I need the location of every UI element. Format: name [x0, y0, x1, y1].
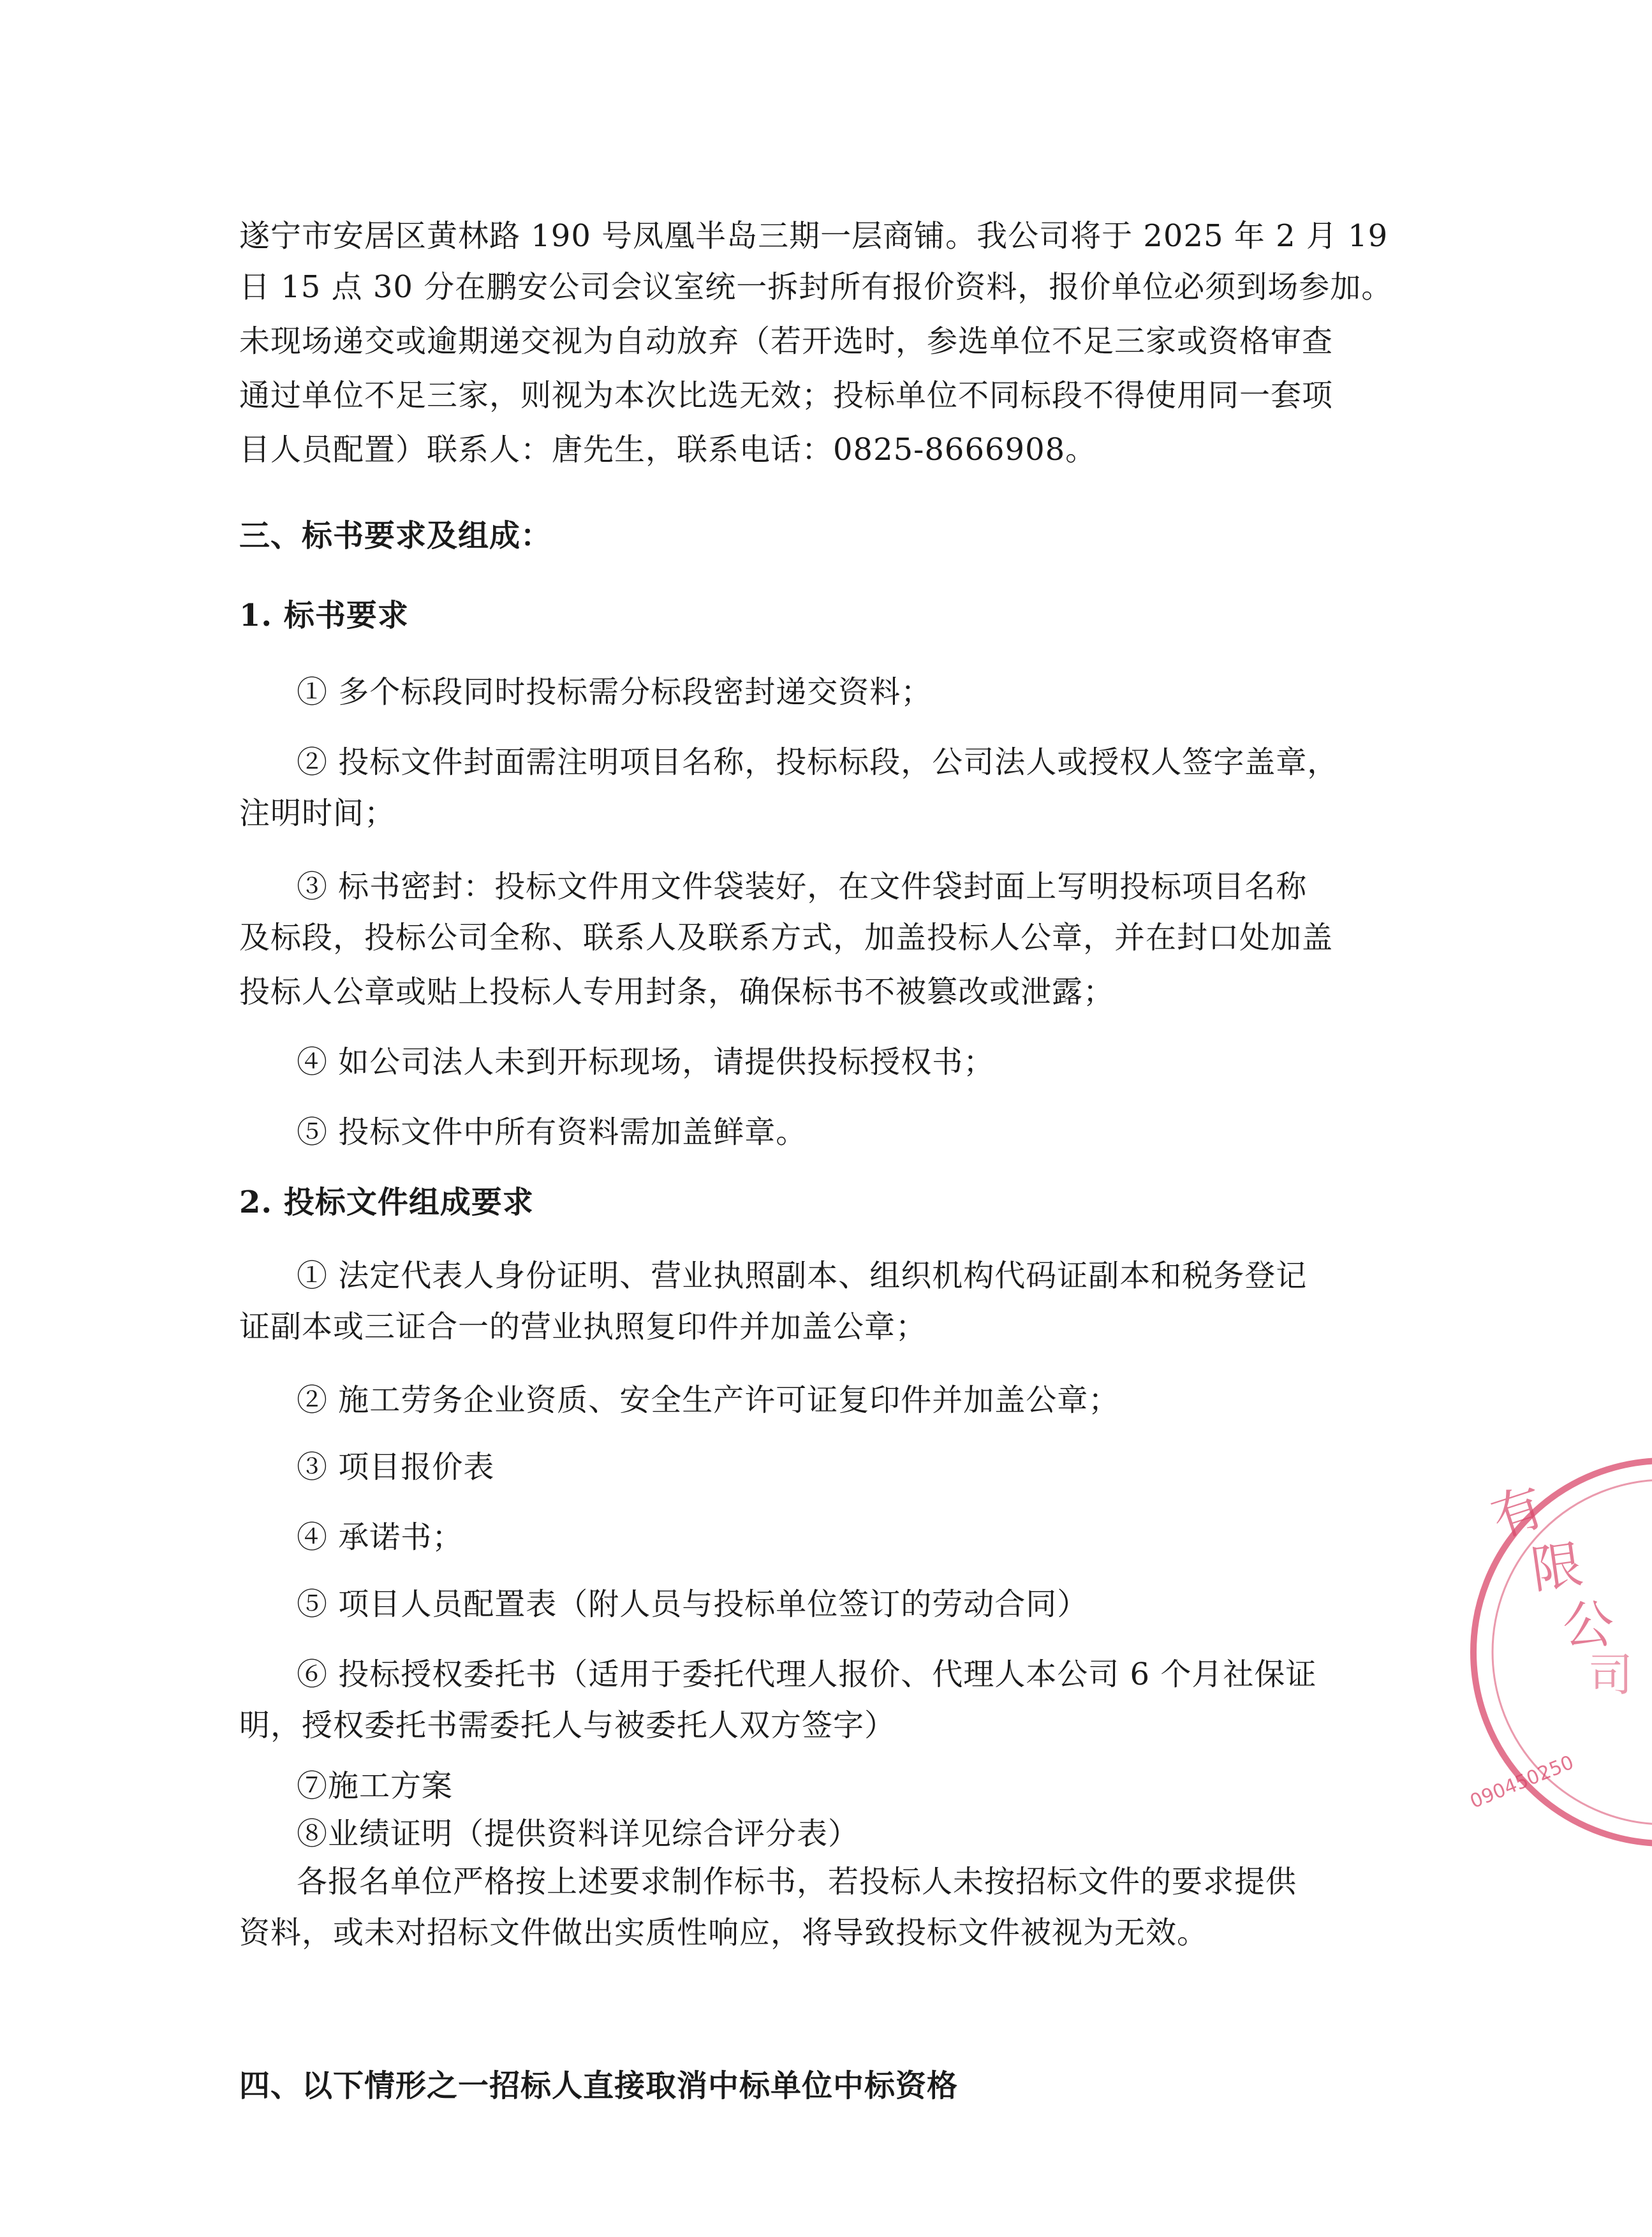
- seal-char-4: 司: [1588, 1649, 1633, 1701]
- seal-char-1: 有: [1484, 1476, 1551, 1549]
- closing-line-2: 资料，或未对招标文件做出实质性响应，将导致投标文件被视为无效。: [239, 1915, 1209, 1951]
- sub2-item-6-line-2: 明，授权委托书需委托人与被委托人双方签字）: [239, 1708, 896, 1743]
- intro-line-1: [239, 217, 1389, 255]
- sub1-item-3-line-1: ③ 标书密封：投标文件用文件袋装好，在文件袋封面上写明投标项目名称: [297, 869, 1308, 904]
- sub2-item-1-line-1: ① 法定代表人身份证明、营业执照副本、组织机构代码证副本和税务登记: [297, 1258, 1308, 1294]
- intro-line-2: 日 15 点 30 分在鹏安公司会议室统一拆封所有报价资料，报价单位必须到场参加。: [239, 269, 1393, 305]
- intro-line-5: 目人员配置）联系人：唐先生，联系电话：0825-8666908。: [239, 432, 1097, 468]
- sub2-title: 2. 投标文件组成要求: [239, 1185, 534, 1220]
- section-four-title: 四、以下情形之一招标人直接取消中标单位中标资格: [239, 2068, 959, 2104]
- sub2-item-2: ② 施工劳务企业资质、安全生产许可证复印件并加盖公章；: [297, 1382, 1120, 1418]
- sub1-item-3-line-3: 投标人公章或贴上投标人专用封条，确保标书不被篡改或泄露；: [239, 974, 1115, 1010]
- sub1-item-3-line-2: 及标段，投标公司全称、联系人及联系方式，加盖投标人公章，并在封口处加盖: [239, 920, 1334, 956]
- sub1-item-2-line-2: 注明时间；: [239, 795, 396, 831]
- intro-line-3: 未现场递交或逾期递交视为自动放弃（若开选时，参选单位不足三家或资格审查: [239, 323, 1334, 359]
- sub1-item-5: ⑤ 投标文件中所有资料需加盖鲜章。: [297, 1114, 808, 1150]
- sub2-item-3: ③ 项目报价表: [297, 1449, 495, 1485]
- sub1-item-2-line-1: ② 投标文件封面需注明项目名称，投标标段，公司法人或授权人签字盖章，: [297, 744, 1339, 780]
- sub2-item-5: ⑤ 项目人员配置表（附人员与投标单位签订的劳动合同）: [297, 1586, 1089, 1622]
- sub2-item-6-line-1: ⑥ 投标授权委托书（适用于委托代理人报价、代理人本公司 6 个月社保证: [297, 1657, 1317, 1692]
- seal-char-3: 公: [1563, 1595, 1614, 1655]
- sub1-item-4: ④ 如公司法人未到开标现场，请提供投标授权书；: [297, 1044, 995, 1080]
- sub2-item-1-line-2: 证副本或三证合一的营业执照复印件并加盖公章；: [239, 1309, 927, 1345]
- closing-line-1: 各报名单位严格按上述要求制作标书，若投标人未按招标文件的要求提供: [297, 1864, 1297, 1900]
- sub1-item-1: ① 多个标段同时投标需分标段密封递交资料；: [297, 674, 933, 710]
- intro-line-1-text: 遂宁市安居区黄林路 190 号凤凰半岛三期一层商铺。我公司将于 2025 年 2 月 19: [239, 218, 1389, 254]
- intro-line-4: 通过单位不足三家，则视为本次比选无效；投标单位不同标段不得使用同一套项: [239, 378, 1334, 413]
- sub1-title: 1. 标书要求: [239, 598, 409, 633]
- company-seal: [1461, 1461, 1652, 1843]
- sub2-item-7: ⑦施工方案: [297, 1768, 454, 1804]
- seal-number: 090450250: [1466, 1751, 1577, 1813]
- sub2-item-4: ④ 承诺书；: [297, 1519, 464, 1555]
- sub2-item-8: ⑧业绩证明（提供资料详见综合评分表）: [297, 1816, 860, 1852]
- seal-char-2: 限: [1527, 1534, 1586, 1600]
- section-three-title: 三、标书要求及组成：: [239, 518, 552, 554]
